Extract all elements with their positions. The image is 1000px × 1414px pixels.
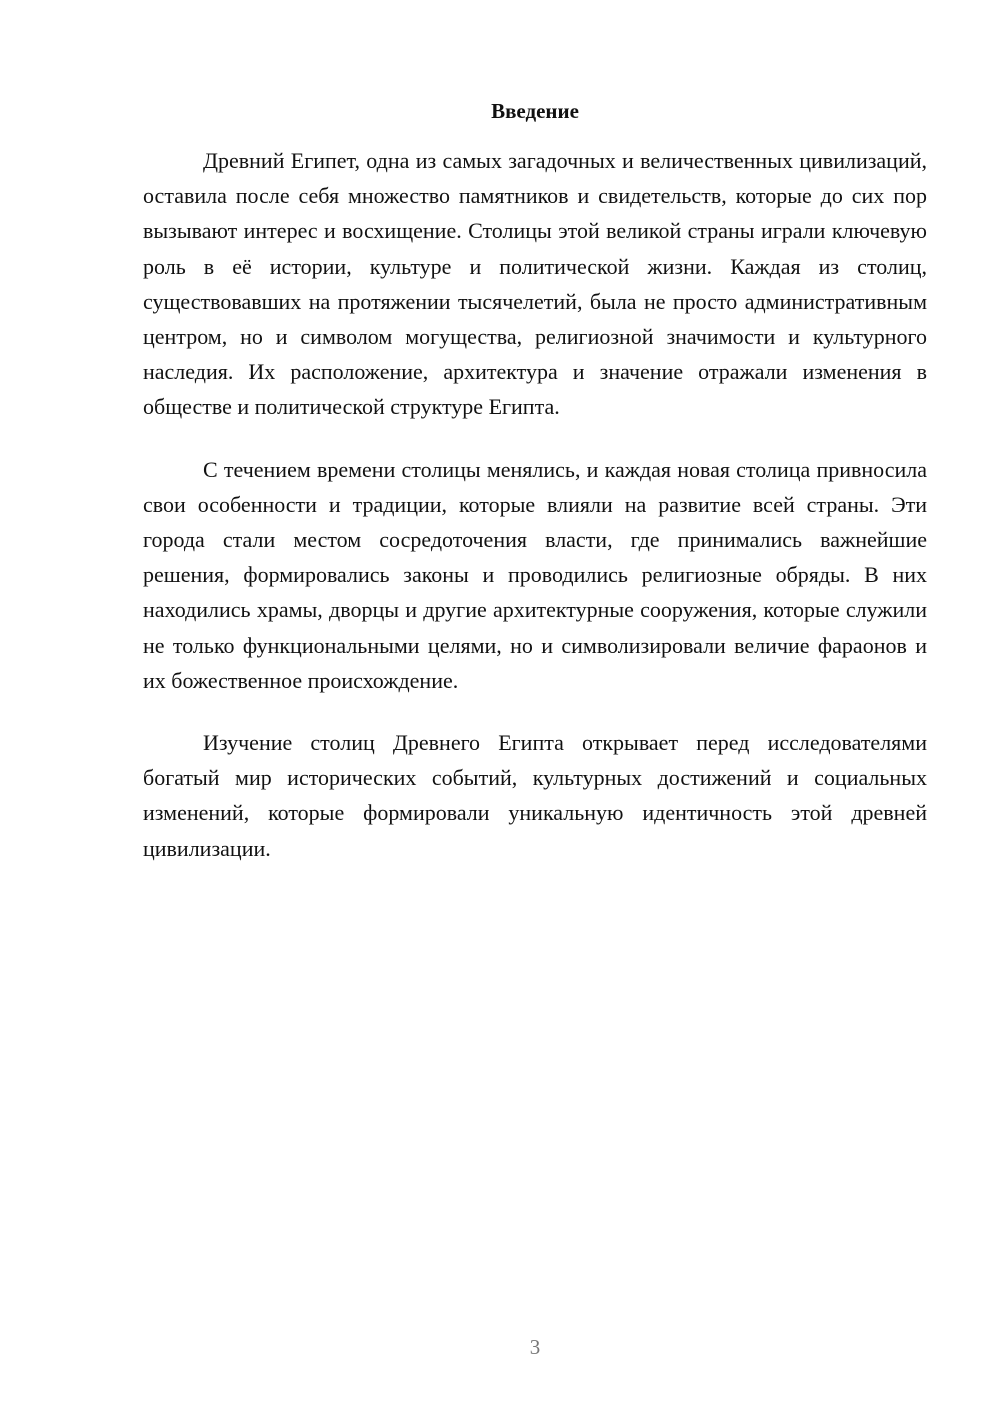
section-heading: Введение — [491, 99, 579, 123]
paragraph-2: С течением времени столицы менялись, и каждая новая столица привносила свои особенности и традиции, которые влияли на развитие всей страны. Эти города стали местом сосредоточения власти, где принимались важнейшие решения, формировались законы и проводились религиозные обряды. В них находились храмы, дворцы и другие архитектурные сооружения, которые служили не только функциональными целями, но и символизировали величие фараонов и их божественное происхождение. — [143, 456, 927, 693]
paragraph-1: Древний Египет, одна из самых загадочных и величественных цивилизаций, оставила после себя множество памятников и свидетельств, которые до сих пор вызывают интерес и восхищение. Столицы этой великой страны играли ключевую роль в её истории, культуре и политической жизни. Каждая из столиц, существовавших на протяжении тысячелетий, была не просто административным центром, но и символом могущества, религиозной значимости и культурного наследия. Их расположение, архитектура и значение отражали изменения в обществе и политической структуре Египта. — [143, 148, 927, 420]
paragraph-3: Изучение столиц Древнего Египта открывает перед исследователями богатый мир исторических событий, культурных достижений и социальных изменений, которые формировали уникальную идентичность этой древней цивилизации. — [143, 730, 927, 861]
body-text — [143, 143, 927, 893]
page-number: 3 — [529, 1335, 541, 1359]
